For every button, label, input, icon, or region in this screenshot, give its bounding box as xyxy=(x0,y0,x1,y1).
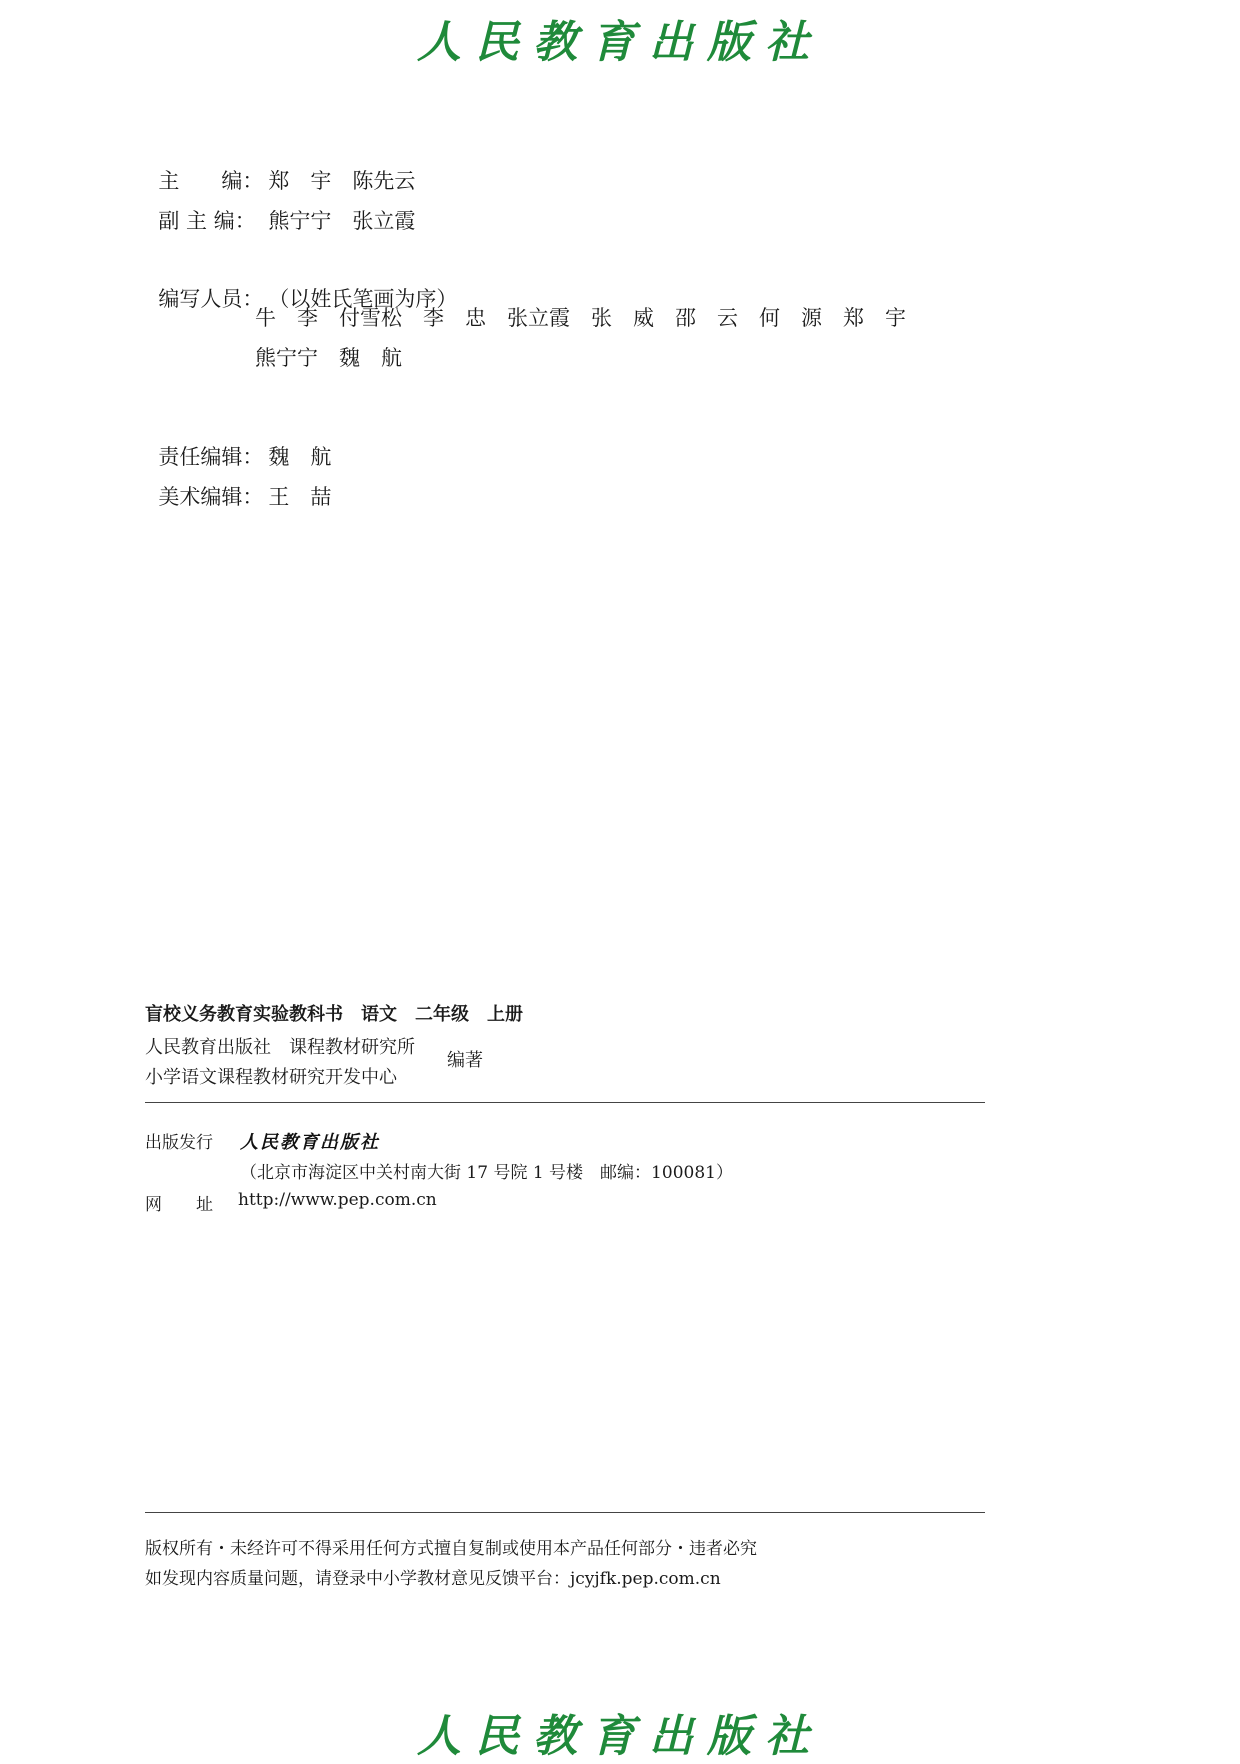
publisher-logo-bottom: 人民教育出版社 xyxy=(417,1711,823,1762)
responsible-editor-row xyxy=(145,426,331,468)
compiler-line-2: 小学语文课程教材研究开发中心 xyxy=(145,1067,397,1088)
compiled-by: 编著 xyxy=(447,1050,483,1071)
website-label: 网 址 xyxy=(145,1195,213,1215)
writers-label: 编写人员： xyxy=(158,287,264,311)
publisher-logo-top: 人民教育出版社 xyxy=(417,17,823,68)
writers-note: （以姓氏笔画为序） xyxy=(268,287,458,311)
art-editor-row xyxy=(145,466,331,508)
chief-editor-row xyxy=(145,150,415,192)
chief-editor-label: 主 编： xyxy=(158,169,264,193)
compiler-line-1: 人民教育出版社 课程教材研究所 xyxy=(145,1037,415,1058)
responsible-editor-value: 魏 航 xyxy=(268,445,332,469)
deputy-editor-row xyxy=(145,190,415,232)
deputy-editor-value: 熊宁宁 张立霞 xyxy=(268,209,416,233)
publisher-logo-small: 人民教育出版社 xyxy=(240,1132,380,1153)
publisher-address: （北京市海淀区中关村南大街 17 号院 1 号楼 邮编：100081） xyxy=(240,1163,733,1183)
writers-names-line-2: 熊宁宁 魏 航 xyxy=(255,346,402,370)
copyright-notice: 版权所有・未经许可不得采用任何方式擅自复制或使用本产品任何部分・违者必究 xyxy=(145,1539,757,1559)
writers-names-line-1: 牛 李 付雪松 李 忠 张立霞 张 威 邵 云 何 源 郑 宇 xyxy=(255,306,906,330)
publication-label: 出版发行 xyxy=(145,1133,213,1153)
writers-row xyxy=(145,268,457,310)
responsible-editor-label: 责任编辑： xyxy=(158,445,264,469)
chief-editor-value: 郑 宇 陈先云 xyxy=(268,169,416,193)
art-editor-label: 美术编辑： xyxy=(158,485,264,509)
feedback-notice: 如发现内容质量问题，请登录中小学教材意见反馈平台：jcyjfk.pep.com.cn xyxy=(145,1569,721,1589)
divider-bottom xyxy=(145,1512,985,1513)
art-editor-value: 王 喆 xyxy=(268,485,332,509)
book-title: 盲校义务教育实验教科书 语文 二年级 上册 xyxy=(145,1004,523,1025)
website-url: http://www.pep.com.cn xyxy=(238,1190,437,1210)
deputy-editor-label: 副 主 编： xyxy=(158,209,256,233)
divider-top xyxy=(145,1102,985,1103)
